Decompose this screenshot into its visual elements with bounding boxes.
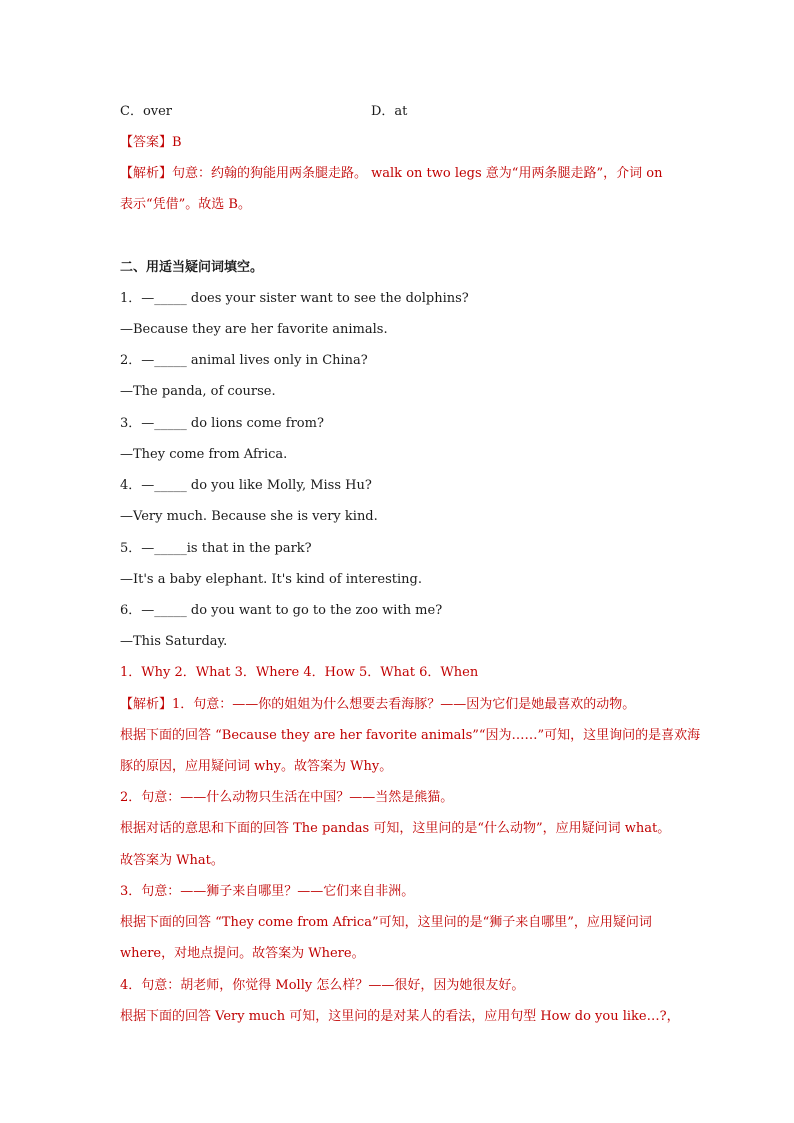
- answer-3: —They come from Africa.: [120, 447, 288, 462]
- question-1: 1．—_____ does your sister want to see the dolphins?: [120, 291, 469, 306]
- analysis-tag: 【解析】: [120, 697, 173, 712]
- analysis-tag: 【解析】: [120, 166, 173, 181]
- analysis-line-9: where，对地点提问。故答案为 Where。: [120, 946, 365, 961]
- question-5: 5．—_____is that in the park?: [120, 541, 312, 556]
- answer-6: —This Saturday.: [120, 634, 228, 649]
- analysis-line-6: 故答案为 What。: [120, 853, 224, 868]
- analysis-line-5: 根据对话的意思和下面的回答 The pandas 可知，这里问的是“什么动物”，应用疑问词 what。: [120, 821, 671, 836]
- answer-value: B: [172, 135, 182, 150]
- answer-tag: 【答案】: [120, 135, 173, 150]
- analysis-line-4: 2．句意：——什么动物只生活在中国？——当然是熊猫。: [120, 790, 454, 805]
- prev-analysis-line-1: [120, 165, 662, 183]
- question-3: 3．—_____ do lions come from?: [120, 416, 324, 431]
- analysis-line-10: 4．句意：胡老师，你觉得 Molly 怎么样？——很好，因为她很友好。: [120, 978, 525, 993]
- answers-line: 1．Why 2．What 3．Where 4．How 5．What 6．When: [120, 665, 479, 680]
- option-c: C．over: [120, 104, 173, 119]
- question-4: 4．—_____ do you like Molly, Miss Hu?: [120, 478, 372, 493]
- option-d: D．at: [371, 104, 408, 119]
- analysis-line-7: 3．句意：——狮子来自哪里？——它们来自非洲。: [120, 884, 415, 899]
- answer-2: —The panda, of course.: [120, 384, 276, 399]
- question-2: 2．—_____ animal lives only in China?: [120, 353, 368, 368]
- prev-analysis-line-2: 表示“凭借”。故选 B。: [120, 197, 251, 212]
- answer-5: —It's a baby elephant. It's kind of interesting.: [120, 572, 422, 587]
- question-6: 6．—_____ do you want to go to the zoo with me?: [120, 603, 443, 618]
- answer-4: —Very much. Because she is very kind.: [120, 509, 378, 524]
- analysis-line-11: 根据下面的回答 Very much 可知，这里问的是对某人的看法，应用句型 How do you like…?，: [120, 1009, 680, 1024]
- analysis-text: 1．句意：——你的姐姐为什么想要去看海豚？——因为它们是她最喜欢的动物。: [172, 697, 636, 712]
- analysis-line-3: 豚的原因，应用疑问词 why。故答案为 Why。: [120, 759, 393, 774]
- prev-answer: [120, 134, 182, 152]
- option-row: [120, 103, 172, 121]
- analysis-line-8: 根据下面的回答 “They come from Africa”可知，这里问的是“狮子来自哪里”，应用疑问词: [120, 915, 652, 930]
- answer-1: —Because they are her favorite animals.: [120, 322, 388, 337]
- analysis-line-2: 根据下面的回答 “Because they are her favorite animals”“因为……”可知，这里询问的是喜欢海: [120, 728, 701, 743]
- analysis-line-1: [120, 696, 635, 714]
- section-heading: 二、用适当疑问词填空。: [120, 260, 264, 275]
- analysis-text: 句意：约翰的狗能用两条腿走路。 walk on two legs 意为“用两条腿走路”，介词 on: [172, 166, 663, 181]
